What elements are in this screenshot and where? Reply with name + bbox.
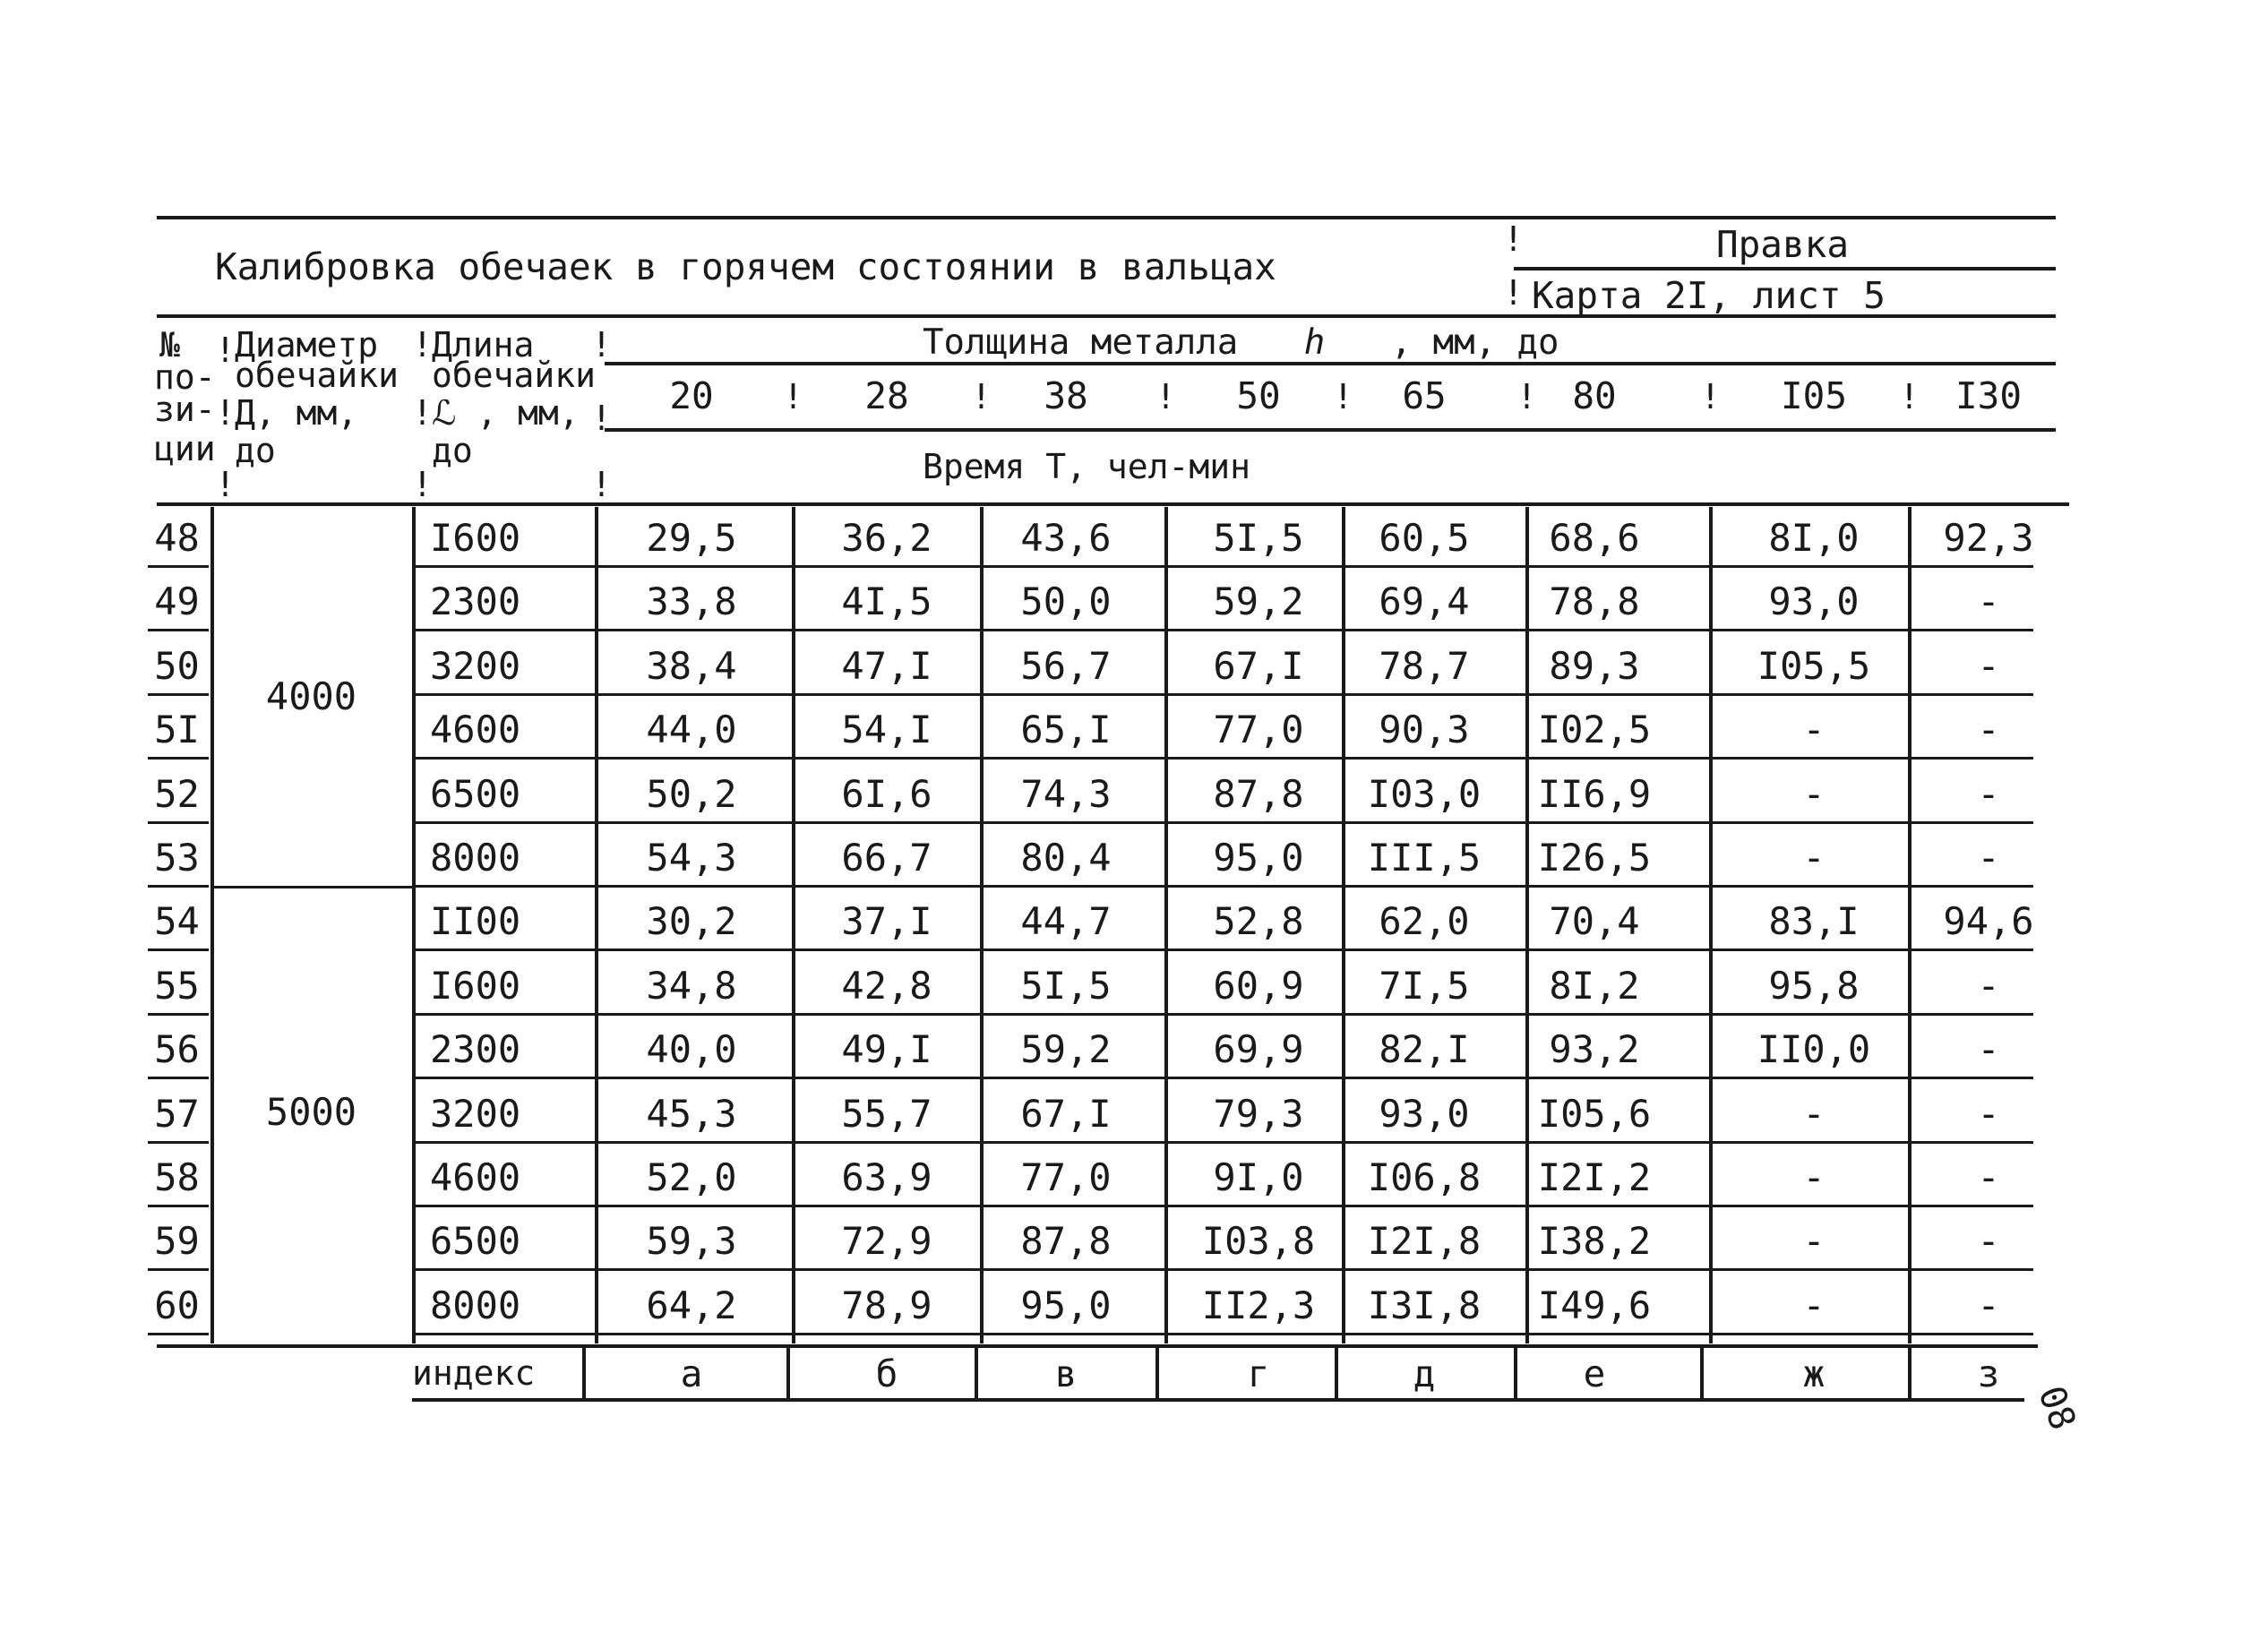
time-value: 56,7 [1020, 643, 1112, 688]
time-value: 79,3 [1213, 1091, 1304, 1136]
time-value: I38,2 [1537, 1219, 1652, 1264]
time-value: - [1977, 579, 2000, 624]
position-number: 59 [154, 1219, 200, 1264]
time-value: 74,3 [1020, 771, 1112, 816]
header-diameter-line: обечайки [235, 356, 399, 395]
time-value: I26,5 [1537, 836, 1652, 880]
thickness-value: 20 [669, 374, 714, 417]
position-number: 53 [154, 836, 200, 880]
separator-mark: ! [971, 377, 992, 416]
time-value: 60,9 [1213, 963, 1304, 1008]
position-number: 60 [154, 1283, 200, 1327]
index-letter: а [680, 1352, 703, 1395]
diameter-value: 4000 [265, 674, 357, 719]
time-value: I05,5 [1757, 643, 1871, 688]
column-divider [792, 507, 795, 1343]
position-number: 57 [154, 1091, 200, 1136]
thickness-value: 80 [1572, 374, 1617, 417]
position-underline [148, 1141, 209, 1144]
time-value: 77,0 [1213, 708, 1304, 752]
thickness-value: 65 [1402, 374, 1447, 417]
index-divider [1908, 1346, 1911, 1398]
title-top-rule [157, 216, 2056, 219]
index-divider [1700, 1346, 1704, 1398]
index-letter: ж [1802, 1352, 1826, 1395]
time-value: 77,0 [1020, 1155, 1112, 1199]
index-bottom-rule [412, 1398, 2024, 1402]
index-letter: г [1247, 1352, 1270, 1395]
time-value: 50,0 [1020, 579, 1112, 624]
thickness-symbol: ℎ [1303, 322, 1326, 363]
time-value: - [1802, 1091, 1826, 1136]
header-diameter-line: Диаметр [235, 325, 379, 365]
position-number: 50 [154, 643, 200, 688]
time-value: 44,0 [646, 708, 737, 752]
time-value: 44,7 [1020, 899, 1112, 944]
row-rule [412, 1268, 2033, 1271]
time-value: 90,3 [1379, 708, 1470, 752]
separator-mark: ! [591, 399, 612, 438]
length-value: 3200 [430, 643, 521, 688]
time-value: 42,8 [841, 963, 932, 1008]
index-letter: е [1583, 1352, 1606, 1395]
time-value: - [1802, 1219, 1826, 1264]
row-rule [412, 948, 2033, 951]
page-number: 08 [2030, 1380, 2083, 1436]
time-value: 59,2 [1020, 1027, 1112, 1072]
separator-mark: ! [1700, 377, 1721, 416]
time-value: II6,9 [1537, 771, 1652, 816]
length-value: 6500 [430, 1219, 521, 1264]
index-divider [1335, 1346, 1338, 1398]
index-letter: в [1054, 1352, 1078, 1395]
time-value: 54,3 [646, 836, 737, 880]
time-value: - [1802, 771, 1826, 816]
length-value: 8000 [430, 1283, 521, 1327]
time-value: 6I,6 [841, 771, 932, 816]
index-divider [786, 1346, 790, 1398]
time-value: III,5 [1367, 836, 1482, 880]
time-value: 87,8 [1213, 771, 1304, 816]
time-value: 83,I [1768, 899, 1860, 944]
separator-mark: ! [591, 465, 612, 504]
position-number: 48 [154, 516, 200, 560]
time-label: Время Т, чел-мин [923, 447, 1251, 486]
time-value: - [1977, 1091, 2000, 1136]
position-underline [148, 757, 209, 760]
time-value: 93,0 [1768, 579, 1860, 624]
time-value: I02,5 [1537, 708, 1652, 752]
index-divider [582, 1346, 586, 1398]
time-value: - [1977, 1155, 2000, 1199]
time-value: 93,0 [1379, 1091, 1470, 1136]
thickness-value: 38 [1044, 374, 1088, 417]
time-value: I2I,8 [1367, 1219, 1482, 1264]
time-value: 93,2 [1549, 1027, 1640, 1072]
row-rule [412, 629, 2033, 631]
header-position-line: по- [154, 357, 216, 397]
time-value: 30,2 [646, 899, 737, 944]
time-value: 66,7 [841, 836, 932, 880]
separator-mark: ! [1503, 273, 1524, 313]
time-value: 59,3 [646, 1219, 737, 1264]
separator-mark: ! [1155, 377, 1176, 416]
time-value: - [1977, 963, 2000, 1008]
time-value: - [1977, 708, 2000, 752]
diameter-value: 5000 [265, 1090, 357, 1135]
group-rule [210, 886, 416, 888]
position-underline [148, 1077, 209, 1079]
time-value: 40,0 [646, 1027, 737, 1072]
time-value: I3I,8 [1367, 1283, 1482, 1327]
time-value: 5I,5 [1020, 963, 1112, 1008]
header-bottom-rule [157, 502, 2069, 506]
separator-mark: ! [1333, 377, 1353, 416]
index-divider [975, 1346, 978, 1398]
separator-mark: ! [215, 393, 236, 433]
length-value: 3200 [430, 1091, 521, 1136]
position-underline [148, 948, 209, 951]
time-value: - [1977, 771, 2000, 816]
header-position-line: ции [154, 429, 216, 468]
row-rule [412, 757, 2033, 760]
time-value: 54,I [841, 708, 932, 752]
time-value: 92,3 [1943, 516, 2034, 560]
position-number: 49 [154, 579, 200, 624]
time-value: 37,I [841, 899, 932, 944]
time-value: II2,3 [1201, 1283, 1316, 1327]
position-underline [148, 565, 209, 568]
separator-mark: ! [412, 465, 433, 504]
length-value: II00 [430, 899, 521, 944]
column-divider [1164, 507, 1168, 1343]
index-letter: б [875, 1352, 898, 1395]
time-value: 52,0 [646, 1155, 737, 1199]
header-diameter-line: Д, мм, [235, 393, 358, 433]
position-underline [148, 1013, 209, 1016]
time-value: 38,4 [646, 643, 737, 688]
thickness-value: I30 [1954, 374, 2023, 417]
header-length-line: обечайки [432, 356, 597, 395]
column-divider [412, 507, 416, 1343]
index-letter: з [1977, 1352, 2000, 1395]
time-value: 80,4 [1020, 836, 1112, 880]
position-number: 52 [154, 771, 200, 816]
row-rule [412, 1077, 2033, 1079]
thickness-value: I05 [1780, 374, 1848, 417]
length-value: 4600 [430, 1155, 521, 1199]
separator-mark: ! [412, 325, 433, 365]
time-value: - [1802, 836, 1826, 880]
header-length-line: до [432, 431, 473, 470]
thickness-value: 50 [1236, 374, 1281, 417]
time-value: 55,7 [841, 1091, 932, 1136]
header-position-line: № [159, 325, 180, 365]
time-value: 62,0 [1379, 899, 1470, 944]
separator-mark: ! [783, 377, 803, 416]
row-rule [412, 693, 2033, 696]
position-underline [148, 1205, 209, 1207]
header-length-line: Длина [432, 325, 535, 365]
row-rule [412, 821, 2033, 824]
time-value: 82,I [1379, 1027, 1470, 1072]
time-value: II0,0 [1757, 1027, 1871, 1072]
separator-mark: ! [215, 465, 236, 504]
time-value: 43,6 [1020, 516, 1112, 560]
time-value: 34,8 [646, 963, 737, 1008]
time-value: - [1802, 708, 1826, 752]
position-number: 54 [154, 899, 200, 944]
time-value: 69,4 [1379, 579, 1470, 624]
thickness-values-rule [605, 428, 2056, 432]
time-value: 95,0 [1020, 1283, 1112, 1327]
separator-mark: ! [1503, 219, 1524, 259]
time-value: 67,I [1020, 1091, 1112, 1136]
time-value: 89,3 [1549, 643, 1640, 688]
time-value: - [1802, 1155, 1826, 1199]
thickness-value: 28 [864, 374, 909, 417]
time-value: 7I,5 [1379, 963, 1470, 1008]
time-value: - [1802, 1283, 1826, 1327]
operation-name: Правка [1715, 223, 1850, 266]
column-divider [210, 507, 214, 1343]
time-value: 52,8 [1213, 899, 1304, 944]
time-value: 9I,0 [1213, 1155, 1304, 1199]
position-underline [148, 1333, 209, 1335]
time-value: I49,6 [1537, 1283, 1652, 1327]
time-value: - [1977, 1027, 2000, 1072]
column-divider [1709, 507, 1713, 1343]
separator-mark: ! [215, 330, 236, 370]
time-value: I06,8 [1367, 1155, 1482, 1199]
column-divider [595, 507, 598, 1343]
position-number: 58 [154, 1155, 200, 1199]
column-divider [1908, 507, 1911, 1343]
index-letter: д [1413, 1352, 1436, 1395]
header-length-line: ℒ , мм, [432, 393, 580, 433]
column-divider [1342, 507, 1345, 1343]
operation-rule [1514, 267, 2056, 270]
table-bottom-rule [157, 1344, 2038, 1348]
time-value: 50,2 [646, 771, 737, 816]
time-value: - [1977, 643, 2000, 688]
thickness-prefix: Толщина металла [923, 322, 1239, 363]
time-value: I05,6 [1537, 1091, 1652, 1136]
time-value: 67,I [1213, 643, 1304, 688]
time-value: 5I,5 [1213, 516, 1304, 560]
time-value: 95,0 [1213, 836, 1304, 880]
time-value: 45,3 [646, 1091, 737, 1136]
time-value: 4I,5 [841, 579, 932, 624]
time-value: 60,5 [1379, 516, 1470, 560]
time-value: I03,8 [1201, 1219, 1316, 1264]
time-value: 70,4 [1549, 899, 1640, 944]
position-number: 5I [154, 708, 200, 752]
length-value: 8000 [430, 836, 521, 880]
header-top-rule [157, 314, 2056, 318]
time-value: 87,8 [1020, 1219, 1112, 1264]
time-value: 49,I [841, 1027, 932, 1072]
length-value: 6500 [430, 771, 521, 816]
thickness-suffix: , мм, до [1390, 322, 1559, 363]
time-value: 8I,0 [1768, 516, 1860, 560]
time-value: 64,2 [646, 1283, 737, 1327]
header-position-line: зи- [154, 390, 216, 429]
time-value: 63,9 [841, 1155, 932, 1199]
time-value: 94,6 [1943, 899, 2034, 944]
document-title: Калибровка обечаек в горячем состоянии в вальцах [215, 245, 1276, 288]
time-value: I2I,2 [1537, 1155, 1652, 1199]
position-underline [148, 821, 209, 824]
position-underline [148, 693, 209, 696]
position-underline [148, 885, 209, 888]
row-rule [412, 1013, 2033, 1016]
row-rule [412, 885, 2033, 888]
time-value: 95,8 [1768, 963, 1860, 1008]
time-value: 36,2 [841, 516, 932, 560]
time-value: - [1977, 1219, 2000, 1264]
time-value: 69,9 [1213, 1027, 1304, 1072]
column-divider [980, 507, 984, 1343]
time-value: 72,9 [841, 1219, 932, 1264]
position-number: 55 [154, 963, 200, 1008]
separator-mark: ! [1516, 377, 1537, 416]
separator-mark: ! [1899, 377, 1920, 416]
time-value: - [1977, 836, 2000, 880]
time-value: 78,9 [841, 1283, 932, 1327]
index-divider [1514, 1346, 1517, 1398]
time-value: 78,8 [1549, 579, 1640, 624]
length-value: 2300 [430, 579, 521, 624]
time-value: - [1977, 1283, 2000, 1327]
separator-mark: ! [591, 325, 612, 365]
separator-mark: ! [412, 393, 433, 433]
length-value: 4600 [430, 708, 521, 752]
index-label: индекс [412, 1353, 536, 1393]
row-rule [412, 1141, 2033, 1144]
row-rule [412, 1205, 2033, 1207]
time-value: 8I,2 [1549, 963, 1640, 1008]
header-diameter-line: до [235, 431, 276, 470]
time-value: 33,8 [646, 579, 737, 624]
row-rule [412, 1333, 2033, 1335]
time-value: 47,I [841, 643, 932, 688]
time-value: 78,7 [1379, 643, 1470, 688]
card-reference: Карта 2I, лист 5 [1532, 274, 1886, 317]
thickness-caption [923, 322, 1559, 363]
position-number: 56 [154, 1027, 200, 1072]
row-rule [412, 565, 2033, 568]
index-divider [1155, 1346, 1159, 1398]
length-value: I600 [430, 963, 521, 1008]
thickness-rule [605, 362, 2056, 365]
time-value: 65,I [1020, 708, 1112, 752]
length-value: I600 [430, 516, 521, 560]
time-value: 68,6 [1549, 516, 1640, 560]
position-underline [148, 629, 209, 631]
length-value: 2300 [430, 1027, 521, 1072]
time-value: 29,5 [646, 516, 737, 560]
time-value: I03,0 [1367, 771, 1482, 816]
position-underline [148, 1268, 209, 1271]
time-value: 59,2 [1213, 579, 1304, 624]
